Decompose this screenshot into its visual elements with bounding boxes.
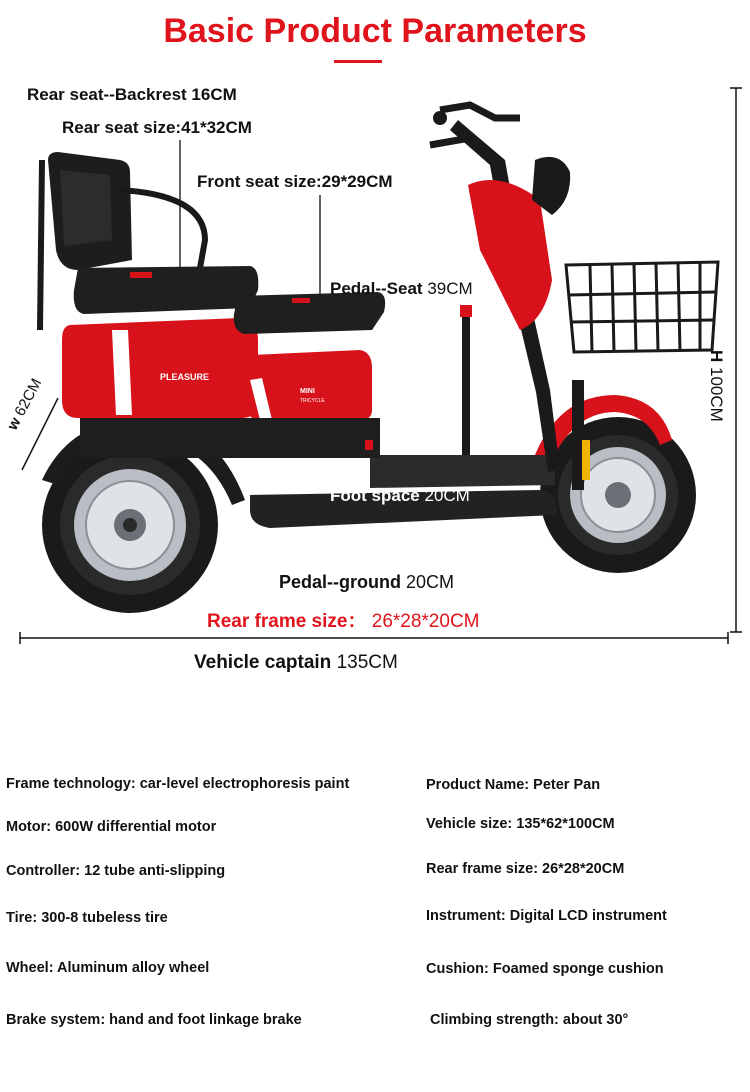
pedal-seat-annotation bbox=[330, 279, 473, 299]
width-value: 62CM bbox=[11, 375, 46, 419]
spec-vehicle-size: Vehicle size: 135*62*100CM bbox=[426, 816, 615, 832]
vehicle-captain-annotation bbox=[194, 652, 398, 674]
spec-brake-system: Brake system: hand and foot linkage brake bbox=[6, 1012, 302, 1028]
vehicle-captain-value: 135CM bbox=[336, 652, 398, 673]
foot-space-value: 20CM bbox=[424, 486, 470, 505]
rear-seat-size-label: Rear seat size:41*32CM bbox=[62, 118, 252, 137]
pedal-ground-label: Pedal--ground bbox=[279, 572, 401, 592]
spec-instrument: Instrument: Digital LCD instrument bbox=[426, 908, 667, 924]
height-value: 100CM bbox=[707, 367, 726, 422]
rear-frame-label: Rear frame size： bbox=[207, 611, 367, 632]
spec-controller: Controller: 12 tube anti-slipping bbox=[6, 863, 226, 879]
front-basket bbox=[566, 262, 718, 352]
spec-product-name: Product Name: Peter Pan bbox=[426, 777, 601, 793]
spec-motor: Motor: 600W differential motor bbox=[6, 819, 217, 835]
spec-rear-frame-size: Rear frame size: 26*28*20CM bbox=[426, 861, 625, 877]
mini-badge: MINI bbox=[300, 388, 315, 395]
page-title: Basic Product Parameters bbox=[163, 12, 587, 50]
rear-frame-annotation bbox=[207, 606, 480, 633]
front-seat-size-label: Front seat size:29*29CM bbox=[197, 172, 393, 191]
spec-climbing-strength: Climbing strength: about 30° bbox=[430, 1012, 629, 1028]
pedal-seat-label: Pedal--Seat bbox=[330, 279, 423, 298]
height-annotation bbox=[706, 350, 726, 422]
spec-frame-technology: Frame technology: car-level electrophoresis paint bbox=[6, 776, 350, 792]
vehicle-captain-label: Vehicle captain bbox=[194, 652, 332, 673]
spec-wheel: Wheel: Aluminum alloy wheel bbox=[6, 960, 210, 976]
pedal-ground-value: 20CM bbox=[406, 572, 455, 592]
pedal-seat-value: 39CM bbox=[427, 279, 473, 298]
rear-backrest-label: Rear seat--Backrest 16CM bbox=[27, 85, 237, 104]
rear-frame-value: 26*28*20CM bbox=[371, 611, 480, 632]
spec-cushion: Cushion: Foamed sponge cushion bbox=[426, 961, 664, 977]
width-label: w bbox=[4, 414, 25, 433]
pleasure-badge: PLEASURE bbox=[160, 372, 210, 382]
spec-tire: Tire: 300-8 tubeless tire bbox=[6, 910, 168, 926]
foot-space-label: Foot space bbox=[330, 486, 420, 505]
tricycle-badge: TRICYCLE bbox=[300, 398, 325, 404]
pedal-ground-annotation bbox=[279, 572, 454, 593]
height-label: H bbox=[707, 350, 726, 363]
foot-space-annotation bbox=[330, 486, 470, 506]
